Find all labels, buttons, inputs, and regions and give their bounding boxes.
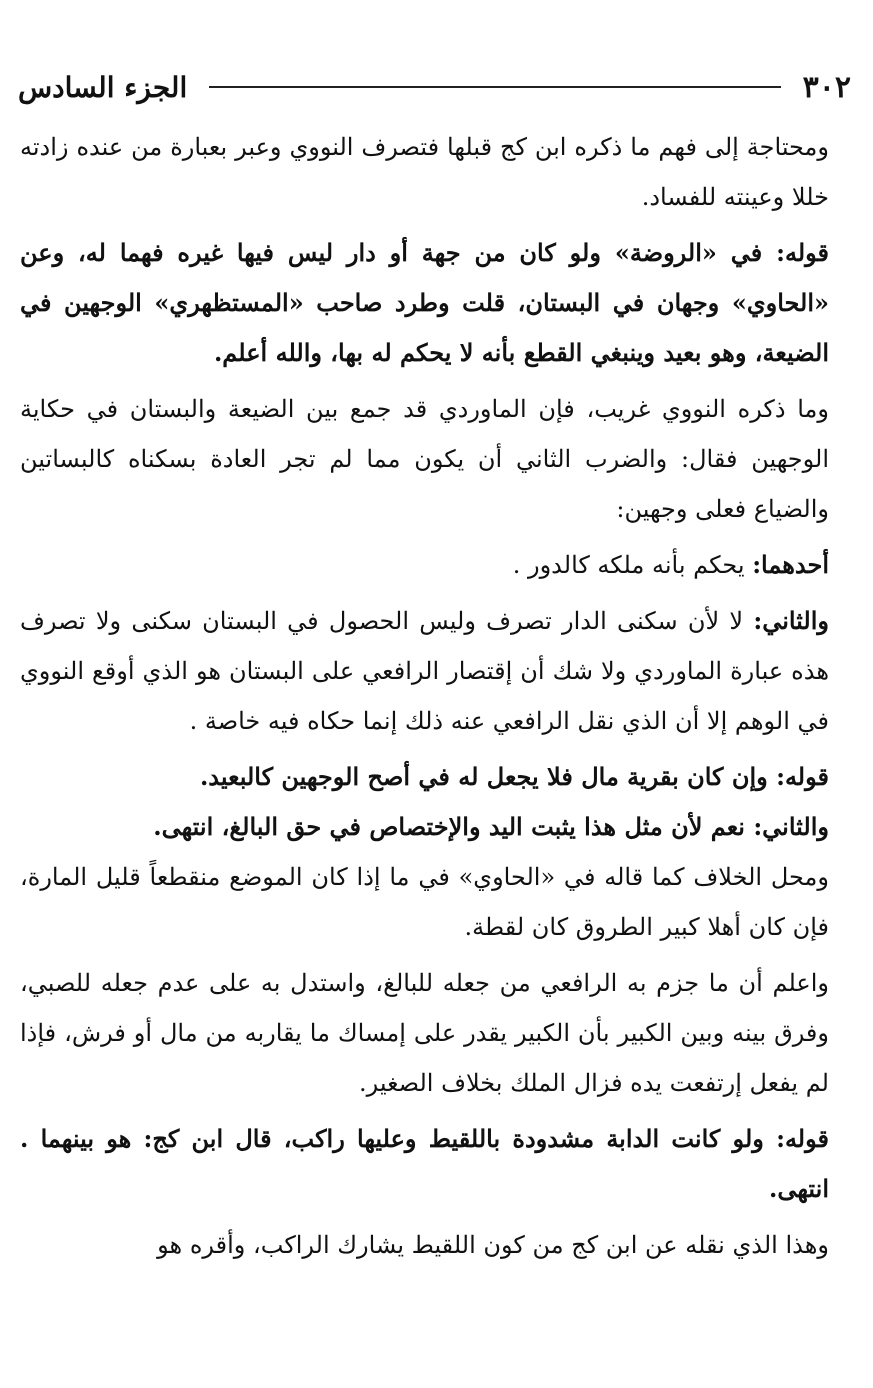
- paragraph-mawardi: وما ذكره النووي غريب، فإن الماوردي قد جمع بين الضيعة والبستان في حكاية الوجهين فقال: والضرب الثاني أن يكون مما لم تجر العادة بسكناه كالبساتين والضياع فعلى وجهين:: [20, 395, 829, 523]
- quote-village: قوله: وإن كان بقرية مال فلا يجعل له في أصح الوجهين كالبعيد.: [199, 762, 829, 791]
- lead-first: أحدهما:: [752, 550, 829, 579]
- quote-second-yes: والثاني: نعم لأن مثل هذا يثبت اليد والإختصاص في حق البالغ، انتهى.: [153, 812, 829, 841]
- running-header: [18, 62, 851, 112]
- quote-rawda: قوله: في «الروضة» ولو كان من جهة أو دار ليس فيها غيره فهما له، وعن «الحاوي» وجهان في البستان، قلت وطرد صاحب «المستظهري» الوجهين في الضيعة، وهو بعيد وينبغي القطع بأنه لا يحكم له بها، والله أعلم.: [20, 238, 829, 367]
- quote-animal: قوله: ولو كانت الدابة مشدودة باللقيط وعليها راكب، قال ابن كج: هو بينهما . انتهى.: [20, 1124, 829, 1203]
- part-title: الجزء السادس: [18, 70, 188, 104]
- page-number: ٣٠٢: [802, 69, 851, 105]
- lead-second: والثاني:: [753, 606, 829, 635]
- header-rule: [209, 86, 780, 88]
- second-view-text: لا لأن سكنى الدار تصرف وليس الحصول في البستان سكنى ولا تصرف هذه عبارة الماوردي ولا شك أن إقتصار الرافعي على البستان هو الذي أوقع النووي في الوهم إلا أن الذي نقل الرافعي عنه ذلك إنما حكاه فيه خاصة .: [20, 607, 830, 735]
- paragraph-hawi: ومحل الخلاف كما قاله في «الحاوي» في ما إذا كان الموضع منقطعاً قليل المارة، فإن كان أهلا كبير الطروق كان لقطة.: [20, 863, 829, 941]
- paragraph-second-view: [20, 596, 829, 746]
- paragraph-final: وهذا الذي نقله عن ابن كج من كون اللقيط يشارك الراكب، وأقره هو: [157, 1231, 829, 1259]
- page-body: [20, 122, 829, 1270]
- paragraph-continuation: ومحتاجة إلى فهم ما ذكره ابن كج قبلها فتصرف النووي وعبر بعبارة من عنده زادته خللا وعينته للفساد.: [20, 133, 829, 211]
- paragraph-know: واعلم أن ما جزم به الرافعي من جعله للبالغ، واستدل به على عدم جعله للصبي، وفرق بينه وبين الكبير بأن الكبير يقدر على إمساك ما يقاربه من مال أو فرش، فإذا لم يفعل إرتفعت يده فزال الملك بخلاف الصغير.: [20, 969, 829, 1097]
- paragraph-first-view: [20, 540, 829, 590]
- first-view-text: يحكم بأنه ملكه كالدور .: [512, 551, 753, 579]
